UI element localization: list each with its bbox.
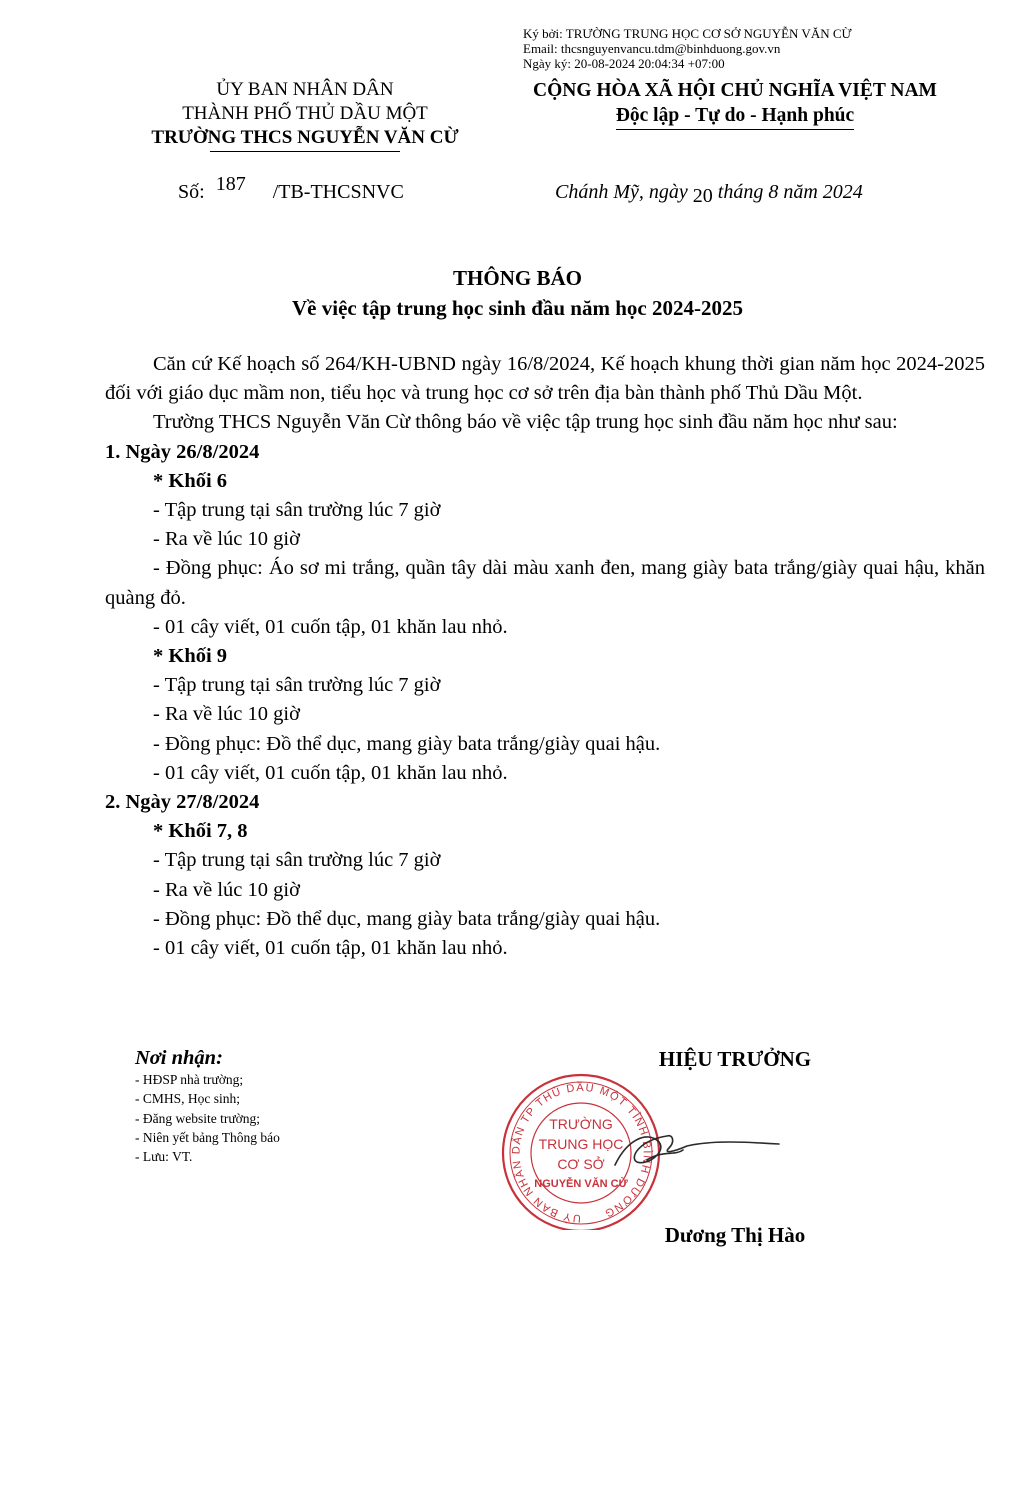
national-name: CỘNG HÒA XÃ HỘI CHỦ NGHĨA VIỆT NAM	[533, 80, 937, 101]
recipient-item: - Lưu: VT.	[135, 1149, 193, 1165]
date-after: tháng 8 năm 2024	[717, 181, 863, 203]
date-before: Chánh Mỹ, ngày	[555, 181, 688, 203]
recipient-item: - HĐSP nhà trường;	[135, 1072, 244, 1088]
grade-heading: * Khối 7, 8	[153, 820, 248, 843]
issuer-line-2: THÀNH PHỐ THỦ DẦU MỘT	[182, 103, 428, 124]
list-item: - Ra về lúc 10 giờ	[153, 878, 300, 901]
list-item: - Tập trung tại sân trường lúc 7 giờ	[153, 674, 441, 697]
signature-signer: Ký bởi: TRƯỜNG TRUNG HỌC CƠ SỞ NGUYỄN VĂN CỪ	[523, 26, 852, 41]
signature-email: Email: thcsnguyenvancu.tdm@binhduong.gov.vn	[523, 41, 781, 56]
seal-center-line: TRƯỜNG	[549, 1116, 613, 1132]
document-title	[0, 263, 1035, 323]
date-day: 20	[692, 185, 713, 207]
signer-name: Dương Thị Hào	[664, 1223, 806, 1247]
title-main: THÔNG BÁO	[453, 266, 582, 290]
seal-center-line: TRUNG HỌC	[538, 1136, 624, 1152]
section-heading: 1. Ngày 26/8/2024	[105, 440, 260, 463]
title-sub: Về việc tập trung học sinh đầu năm học 2024-2025	[292, 296, 743, 320]
recipients-heading: Nơi nhận:	[135, 1047, 223, 1069]
recipients-block	[135, 1049, 280, 1166]
digital-signature-info	[523, 26, 852, 71]
list-item: - Ra về lúc 10 giờ	[153, 703, 300, 726]
place-date	[555, 181, 863, 207]
national-header	[500, 78, 970, 130]
issuer-header	[120, 78, 490, 152]
grade-heading: * Khối 9	[153, 645, 228, 668]
recipient-item: - CMHS, Học sinh;	[135, 1091, 241, 1107]
document-body	[105, 350, 985, 963]
grade-heading: * Khối 6	[153, 469, 228, 492]
document-number	[178, 173, 404, 204]
list-item: - Đồng phục: Áo sơ mi trắng, quần tây dài màu xanh đen, mang giày bata trắng/giày quai hậu, khăn quàng đỏ.	[105, 557, 985, 609]
list-item: - Đồng phục: Đồ thể dục, mang giày bata trắng/giày quai hậu.	[153, 907, 661, 930]
recipient-item: - Niên yết bảng Thông báo	[135, 1129, 280, 1145]
signature-date: Ngày ký: 20-08-2024 20:04:34 +07:00	[523, 56, 725, 71]
list-item: - Ra về lúc 10 giờ	[153, 528, 300, 551]
official-seal	[497, 1070, 787, 1230]
seal-center-line: NGUYỄN VĂN CỪ	[534, 1178, 628, 1190]
signer-title: HIỆU TRƯỞNG	[658, 1047, 812, 1071]
doc-number-suffix: /TB-THCSNVC	[272, 181, 404, 203]
list-item: - 01 cây viết, 01 cuốn tập, 01 khăn lau nhỏ.	[153, 615, 508, 638]
issuer-underline	[210, 151, 400, 152]
doc-number-value: 187	[215, 173, 246, 195]
recipient-item: - Đăng website trường;	[135, 1110, 261, 1126]
list-item: - 01 cây viết, 01 cuốn tập, 01 khăn lau nhỏ.	[153, 761, 508, 784]
doc-number-prefix: Số:	[178, 181, 205, 203]
list-item: - Đồng phục: Đồ thể dục, mang giày bata trắng/giày quai hậu.	[153, 732, 661, 755]
list-item: - 01 cây viết, 01 cuốn tập, 01 khăn lau nhỏ.	[153, 937, 508, 960]
issuer-school-name: TRƯỜNG THCS NGUYỄN VĂN CỪ	[151, 127, 459, 148]
paragraph-basis: Căn cứ Kế hoạch số 264/KH-UBND ngày 16/8/2024, Kế hoạch khung thời gian năm học 2024-2025 đối với giáo dục mầm non, tiểu học và trung học cơ sở trên địa bàn thành phố Thủ Dầu Một.	[105, 353, 985, 405]
national-motto: Độc lập - Tự do - Hạnh phúc	[616, 103, 854, 130]
section-heading: 2. Ngày 27/8/2024	[105, 791, 260, 814]
paragraph-announcement: Trường THCS Nguyễn Văn Cừ thông báo về việc tập trung học sinh đầu năm học như sau:	[153, 411, 898, 434]
list-item: - Tập trung tại sân trường lúc 7 giờ	[153, 499, 441, 522]
seal-center-line: CƠ SỞ	[557, 1156, 605, 1172]
list-item: - Tập trung tại sân trường lúc 7 giờ	[153, 849, 441, 872]
issuer-line-1: ỦY BAN NHÂN DÂN	[216, 79, 394, 100]
seal-ring-text: UỶ BAN NHÂN DÂN TP THỦ DẦU MỘT TỈNH BÌNH DƯƠNG	[510, 1081, 653, 1225]
